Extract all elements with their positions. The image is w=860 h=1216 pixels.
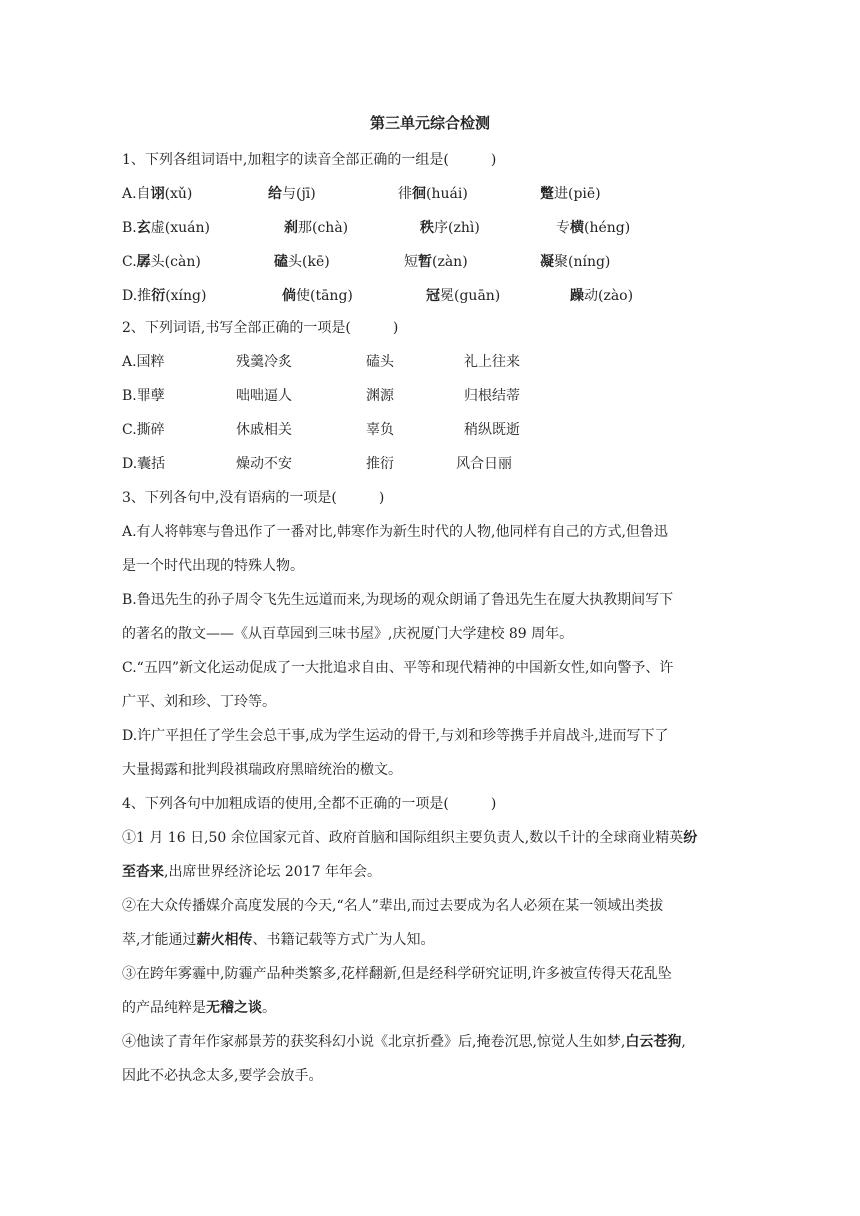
q1-option-b-1: B.玄虚(xuán) [122, 220, 210, 236]
q4-sentence-1-line-1: ①1 月 16 日,50 余位国家元首、政府首脑和国际组织主要负责人,数以千计的全球商业精英纷 [122, 830, 698, 846]
q3-option-c-line-2: 广平、刘和珍、丁玲等。 [122, 694, 276, 710]
q2-option-d-2: 燥动不安 [236, 456, 292, 472]
q4-sentence-2-line-1: ②在大众传播媒介高度发展的今天,“名人”辈出,而过去要成为名人必须在某一领域出类拔 [122, 898, 664, 914]
q1-option-d-2: 倘使(tāng) [282, 288, 353, 304]
q2-option-c-2: 休戚相关 [236, 422, 292, 438]
q2-option-c-4: 稍纵既逝 [464, 422, 520, 438]
q3-option-c-line-1: C.“五四”新文化运动促成了一大批追求自由、平等和现代精神的中国新女性,如向警予、许 [122, 660, 674, 676]
q2-option-c-3: 辜负 [366, 422, 394, 438]
q1-option-a-2: 给与(jī) [268, 186, 316, 202]
q3-option-b-line-1: B.鲁迅先生的孙子周令飞先生远道而来,为现场的观众朗诵了鲁迅先生在厦大执教期间写下 [122, 592, 674, 608]
question-4-stem: 4、下列各句中加粗成语的使用,全都不正确的一项是( ) [122, 796, 497, 812]
q3-option-b-line-2: 的著名的散文——《从百草园到三味书屋》,庆祝厦门大学建校 89 周年。 [122, 626, 574, 642]
q1-option-b-2: 刹那(chà) [284, 220, 349, 236]
q1-option-d-1: D.推衍(xíng) [122, 288, 207, 304]
q3-option-d-line-1: D.许广平担任了学生会总干事,成为学生运动的骨干,与刘和珍等携手并肩战斗,进而写下了 [122, 728, 669, 744]
q2-option-a-3: 磕头 [366, 354, 394, 370]
q1-option-d-3: 冠冕(guān) [426, 288, 501, 304]
q2-option-b-1: B.罪孽 [122, 388, 165, 404]
q4-sentence-2-line-2: 萃,才能通过薪火相传、书籍记载等方式广为人知。 [122, 932, 435, 948]
question-2-stem: 2、下列词语,书写全部正确的一项是( ) [122, 320, 399, 336]
q4-sentence-1-line-2: 至沓来,出席世界经济论坛 2017 年年会。 [122, 864, 381, 880]
q2-option-d-3: 推衍 [366, 456, 394, 472]
page-title: 第三单元综合检测 [369, 114, 490, 132]
q2-option-b-3: 渊源 [366, 388, 394, 404]
q2-option-d-1: D.囊括 [122, 456, 166, 472]
q3-option-a-line-2: 是一个时代出现的特殊人物。 [122, 558, 304, 574]
q1-option-b-4: 专横(héng) [556, 220, 631, 236]
q1-option-c-1: C.孱头(càn) [122, 254, 201, 270]
q2-option-c-1: C.撕碎 [122, 422, 165, 438]
q1-option-a-3: 徘徊(huái) [398, 186, 468, 202]
q1-option-d-4: 躁动(zào) [570, 288, 634, 304]
question-1-stem: 1、下列各组词语中,加粗字的读音全部正确的一组是( ) [122, 152, 497, 168]
q1-option-c-3: 短暂(zàn) [404, 254, 468, 270]
question-3-stem: 3、下列各句中,没有语病的一项是( ) [122, 490, 385, 506]
q2-option-a-2: 残羹冷炙 [236, 354, 292, 370]
q1-option-b-3: 秩序(zhì) [420, 220, 480, 236]
q2-option-a-1: A.国粹 [122, 354, 165, 370]
q1-option-c-2: 磕头(kē) [274, 254, 330, 270]
q1-option-a-4: 蹩进(piē) [540, 186, 601, 202]
q4-sentence-3-line-2: 的产品纯粹是无稽之谈。 [122, 1000, 276, 1016]
q4-sentence-4-line-1: ④他读了青年作家郝景芳的获奖科幻小说《北京折叠》后,掩卷沉思,惊觉人生如梦,白云苍狗, [122, 1034, 686, 1050]
q2-option-b-4: 归根结蒂 [464, 388, 520, 404]
q4-sentence-4-line-2: 因此不必执念太多,要学会放手。 [122, 1068, 323, 1084]
q2-option-b-2: 咄咄逼人 [236, 388, 292, 404]
q1-option-a-1: A.自诩(xǔ) [122, 186, 193, 202]
q4-sentence-3-line-1: ③在跨年雾霾中,防霾产品种类繁多,花样翻新,但是经科学研究证明,许多被宣传得天花乱坠 [122, 966, 672, 982]
q1-option-c-4: 凝聚(níng) [540, 254, 611, 270]
q3-option-d-line-2: 大量揭露和批判段祺瑞政府黑暗统治的檄文。 [122, 762, 402, 778]
q3-option-a-line-1: A.有人将韩寒与鲁迅作了一番对比,韩寒作为新生时代的人物,他同样有自己的方式,但鲁迅 [122, 524, 668, 540]
q2-option-a-4: 礼上往来 [464, 354, 520, 370]
q2-option-d-4: 风合日丽 [456, 456, 512, 472]
